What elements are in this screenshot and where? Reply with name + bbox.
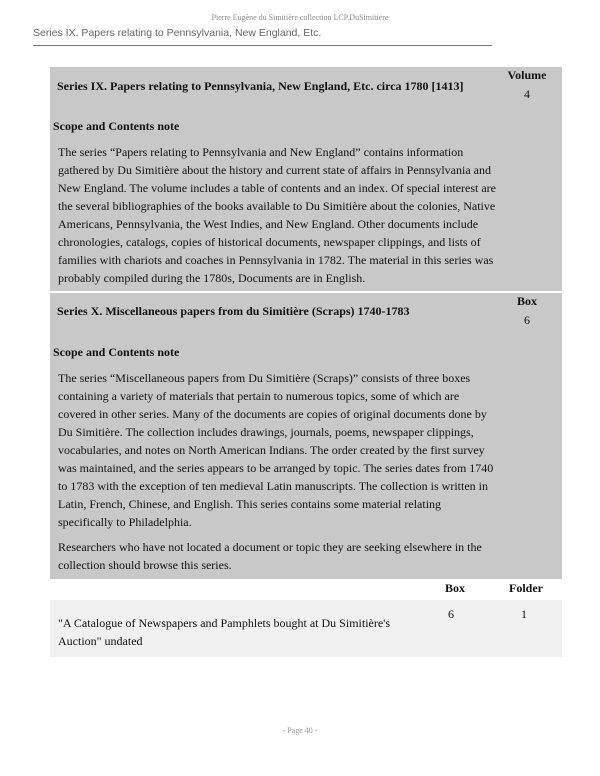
series-ix-panel bbox=[50, 67, 562, 291]
container-value: 6 bbox=[524, 313, 530, 327]
series-title: Series IX. Papers relating to Pennsylvania, New England, Etc. circa 1780 [1413] bbox=[57, 79, 464, 93]
column-header-folder: Folder bbox=[509, 581, 543, 595]
scope-paragraph: The series “Miscellaneous papers from Du Simitière (Scraps)” consists of three boxes containing a variety of materials that pertain to numerous topics, some of which are covered in other series. Many of the documents are copies of original documents done by Du Simitière. The collection includes drawings, journals, poems, newspaper clippings, vocabularies, and notes on North American Indians. The order created by the first survey was maintained, and the series appears to be arranged by topic. The series dates from 1740 to 1783 with the exception of ten medieval Latin manuscripts. The collection is written in Latin, French, Chinese, and English. This series contains some material relating specifically to Philadelphia. bbox=[58, 371, 494, 529]
running-head: Pierre Eugène du Simitière collection LCP.DuSimitiere bbox=[211, 13, 389, 22]
series-x-panel bbox=[50, 293, 562, 579]
column-header-box: Box bbox=[445, 581, 466, 595]
scope-text bbox=[58, 143, 498, 287]
table-row bbox=[50, 600, 562, 657]
scope-heading: Scope and Contents note bbox=[53, 119, 180, 133]
container-value: 4 bbox=[524, 87, 530, 101]
section-heading: Series IX. Papers relating to Pennsylvania, New England, Etc. bbox=[33, 27, 322, 39]
scope-text bbox=[58, 369, 498, 574]
container-column bbox=[492, 68, 562, 102]
scope-heading: Scope and Contents note bbox=[53, 345, 180, 359]
page-number: - Page 40 - bbox=[282, 726, 318, 735]
container-label: Box bbox=[516, 294, 537, 308]
item-folder: 1 bbox=[521, 607, 527, 621]
series-title: Series X. Miscellaneous papers from du Simitière (Scraps) 1740-1783 bbox=[57, 304, 410, 318]
scope-paragraph: The series “Papers relating to Pennsylvania and New England” contains information gathered by Du Simitière about the history and current state of affairs in Pennsylvania and New England. The volume includes a table of contents and an index. Of special interest are the several bibliographies of the books available to Du Simitière about the colonies, Native Americans, Pennsylvania, the West Indies, and New England. Other documents include chronologies, catalogs, copies of historical documents, newspaper clippings, and lists of families with chariots and coaches in Pennsylvania in 1782. The material in this series was probably compiled during the 1780s, Documents are in English. bbox=[58, 145, 496, 285]
item-box: 6 bbox=[448, 607, 454, 621]
header-divider bbox=[33, 45, 492, 46]
container-column bbox=[492, 294, 562, 328]
item-title: "A Catalogue of Newspapers and Pamphlets bought at Du Simitière's Auction" undated bbox=[58, 616, 391, 648]
container-label: Volume bbox=[507, 68, 547, 82]
scope-paragraph: Researchers who have not located a document or topic they are seeking elsewhere in the collection should browse this series. bbox=[58, 540, 482, 572]
